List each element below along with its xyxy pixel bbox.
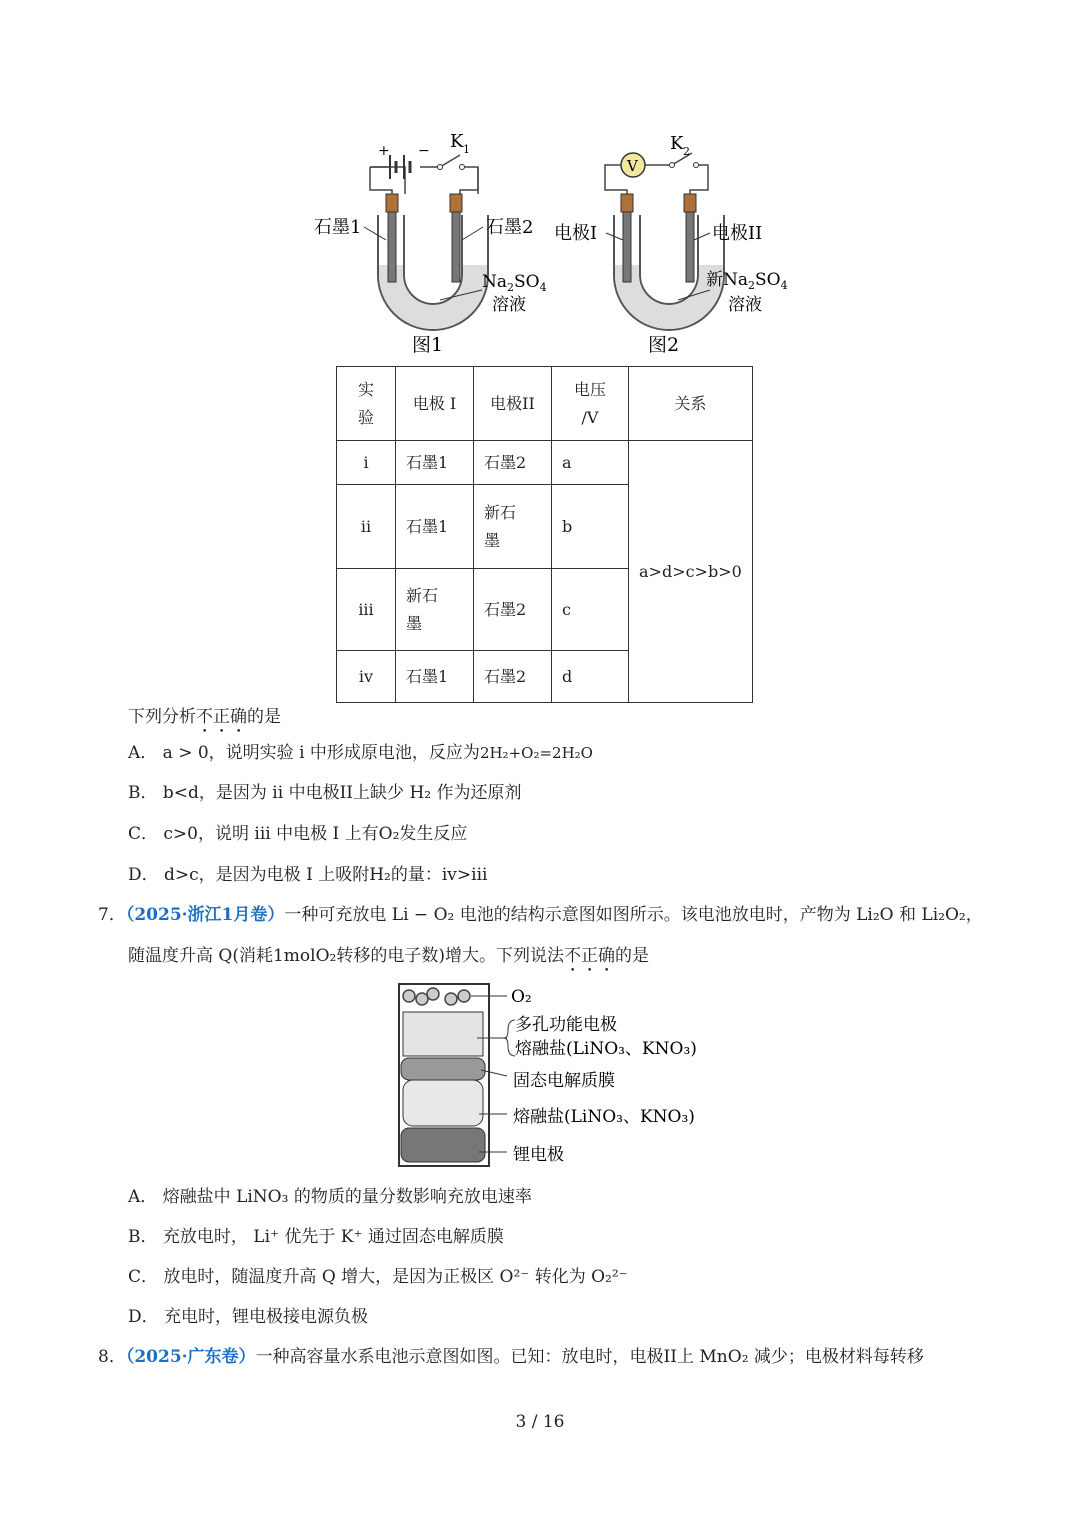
question-number: 7．	[98, 905, 126, 925]
table-header: 实 验	[337, 367, 396, 441]
page-number: 3 / 16	[515, 1412, 565, 1432]
lithium-electrode-label: 锂电极	[513, 1145, 564, 1165]
relation-cell: a>d>c>b>0	[629, 441, 753, 703]
figure-1-u-tube-electrolysis	[300, 125, 570, 365]
q7-line-2: 随温度升高 Q(消耗1molO₂转移的电子数)增大。下列说法不正确的是	[128, 946, 649, 966]
solution-label: 新$Na_2SO_4$	[706, 270, 788, 292]
porous-electrode-label: 多孔功能电极	[515, 1015, 617, 1035]
molten-salt-label-lower: 熔融盐(LiNO₃、KNO₃)	[513, 1107, 695, 1127]
table-row: iii 新石 墨 石墨2 c	[337, 569, 753, 651]
solution-label: $Na_2SO_4$	[482, 272, 547, 294]
figure-2-u-tube-voltmeter	[550, 125, 810, 365]
q8-line-1: 8．（2025·广东卷）一种高容量水系电池示意图如图。已知：放电时，电极II上 MnO₂ 减少；电极材料每转移	[98, 1347, 924, 1367]
molten-salt-label-upper: 熔融盐(LiNO₃、KNO₃)	[515, 1039, 697, 1059]
table-header: 电极II	[474, 367, 552, 441]
q6-option-a[interactable]: A． a > 0，说明实验 i 中形成原电池，反应为2H₂+O₂=2H₂O	[128, 743, 593, 763]
voltmeter-icon: V	[627, 157, 638, 175]
experiment-table	[336, 366, 753, 703]
source-tag: （2025·广东卷）	[125, 1347, 256, 1367]
source-tag: （2025·浙江1月卷）	[125, 905, 285, 925]
svg-text:溶液: 溶液	[492, 295, 526, 315]
q7-option-d[interactable]: D． 充电时，锂电极接电源负极	[128, 1307, 369, 1327]
q6-option-d[interactable]: D． d>c，是因为电极 I 上吸附H₂的量：iv>iii	[128, 865, 488, 885]
svg-text:2: 2	[683, 145, 690, 158]
table-row: iv 石墨1 石墨2 d	[337, 651, 753, 703]
q7-option-b[interactable]: B． 充放电时， Li⁺ 优先于 K⁺ 通过固态电解质膜	[128, 1227, 504, 1247]
svg-text:溶液: 溶液	[728, 295, 762, 315]
table-header: 电压 /V	[552, 367, 629, 441]
q6-option-b[interactable]: B． b<d，是因为 ii 中电极II上缺少 H₂ 作为还原剂	[128, 783, 522, 803]
membrane-label: 固态电解质膜	[513, 1071, 615, 1091]
switch-label: K	[670, 133, 684, 154]
electrode-right-label: 石墨2	[486, 217, 534, 238]
electrode-left-label: 石墨1	[314, 217, 362, 238]
plus-sign: +	[378, 143, 390, 159]
figure-caption: 图2	[648, 334, 680, 356]
q7-option-a[interactable]: A． 熔融盐中 LiNO₃ 的物质的量分数影响充放电速率	[128, 1187, 532, 1207]
q6-stem: 下列分析不正确的是	[128, 707, 281, 727]
switch-label: K	[450, 131, 464, 152]
table-header: 关系	[629, 367, 753, 441]
q7-option-c[interactable]: C． 放电时，随温度升高 Q 增大，是因为正极区 O²⁻ 转化为 O₂²⁻	[128, 1267, 628, 1287]
svg-text:1: 1	[463, 143, 470, 156]
table-header: 电极 I	[396, 367, 474, 441]
minus-sign: −	[418, 143, 430, 159]
q7-line-1: 7．（2025·浙江1月卷）一种可充放电 Li − O₂ 电池的结构示意图如图所示。该电池放电时，产物为 Li₂O 和 Li₂O₂，	[98, 905, 983, 925]
table-row: i 石墨1 石墨2 a a>d>c>b>0	[337, 441, 753, 485]
figure-caption: 图1	[412, 334, 444, 356]
electrode-left-label: 电极I	[554, 223, 598, 244]
o2-label: O₂	[511, 987, 532, 1007]
q6-option-c[interactable]: C． c>0，说明 iii 中电极 I 上有O₂发生反应	[128, 824, 468, 844]
electrode-right-label: 电极II	[712, 223, 763, 244]
question-number: 8．	[98, 1347, 126, 1367]
table-row: ii 石墨1 新石 墨 b	[337, 485, 753, 569]
li-o2-battery-diagram	[395, 980, 735, 1175]
